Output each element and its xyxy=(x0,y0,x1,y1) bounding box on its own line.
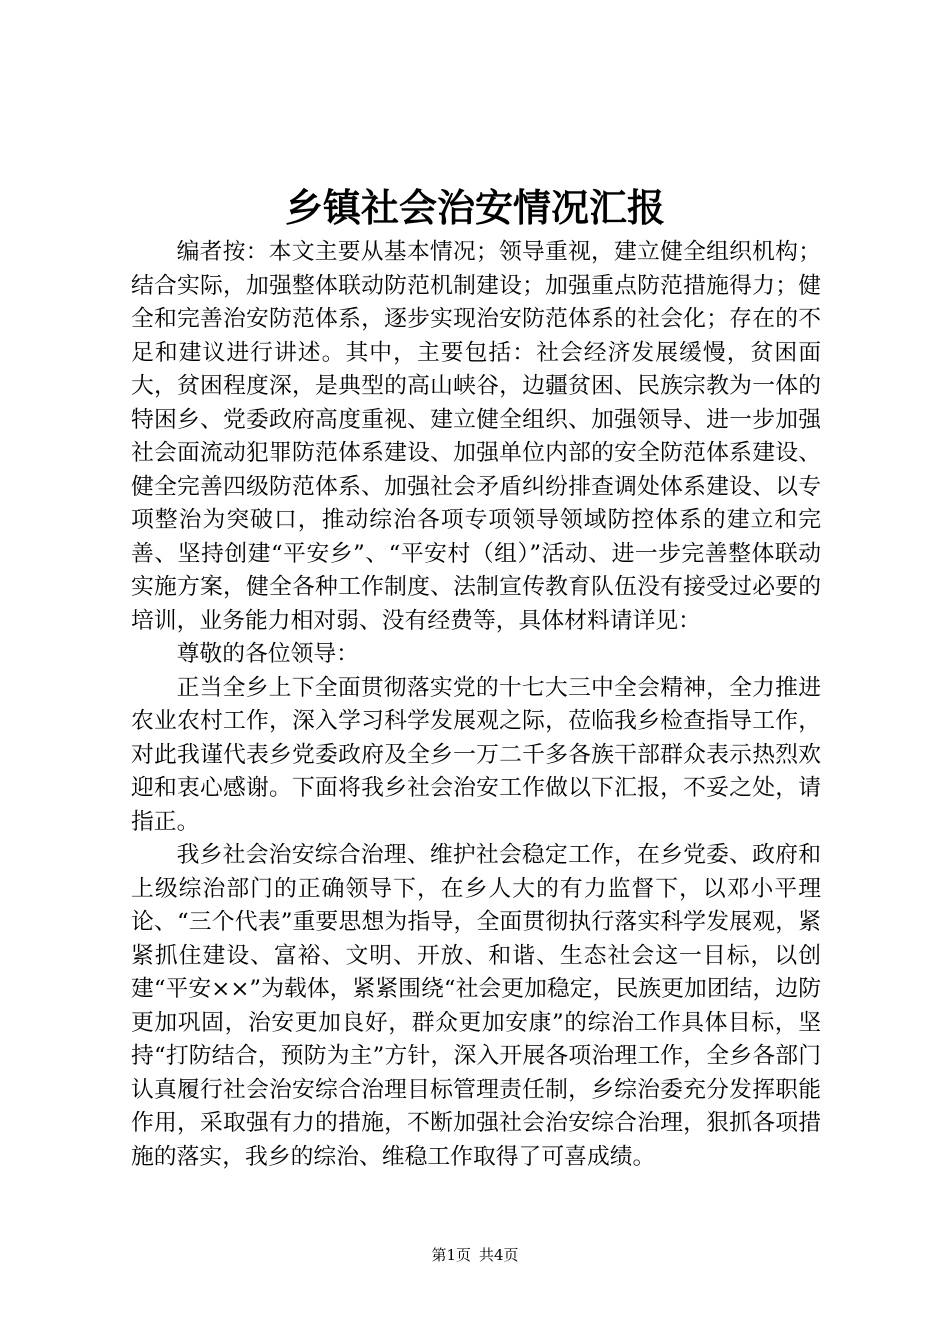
editor-note-paragraph: 编者按：本文主要从基本情况；领导重视，建立健全组织机构；结合实际，加强整体联动防范机制建设；加强重点防范措施得力；健全和完善治安防范体系，逐步实现治安防范体系的社会化；存在的不足和建议进行讲述。其中，主要包括：社会经济发展缓慢，贫困面大，贫困程度深，是典型的高山峡谷，边疆贫困、民族宗教为一体的特困乡、党委政府高度重视、建立健全组织、加强领导、进一步加强社会面流动犯罪防范体系建设、加强单位内部的安全防范体系建设、健全完善四级防范体系、加强社会矛盾纠纷排查调处体系建设、以专项整治为突破口，推动综治各项专项领导领域防控体系的建立和完善、坚持创建“平安乡”、“平安村（组）”活动、进一步完善整体联动实施方案，健全各种工作制度、法制宣传教育队伍没有接受过必要的培训，业务能力相对弱、没有经费等，具体材料请详见： xyxy=(131,239,821,634)
summary-paragraph: 我乡社会治安综合治理、维护社会稳定工作，在乡党委、政府和上级综治部门的正确领导下，在乡人大的有力监督下，以邓小平理论、“三个代表”重要思想为指导，全面贯彻执行落实科学发展观，紧紧抓住建设、富裕、文明、开放、和谐、生态社会这一目标，以创建“平安××”为载体，紧紧围绕“社会更加稳定，民族更加团结，边防更加巩固，治安更加良好，群众更加安康”的综治工作具体目标，坚持“打防结合，预防为主”方针，深入开展各项治理工作，全乡各部门认真履行社会治安综合治理目标管理责任制，乡综治委充分发挥职能作用，采取强有力的措施，不断加强社会治安综合治理，狠抓各项措施的落实，我乡的综治、维稳工作取得了可喜成绩。 xyxy=(131,842,821,1170)
opening-paragraph: 正当全乡上下全面贯彻落实党的十七大三中全会精神，全力推进农业农村工作，深入学习科学发展观之际，莅临我乡检查指导工作，对此我谨代表乡党委政府及全乡一万二千多各族干部群众表示热烈欢迎和衷心感谢。下面将我乡社会治安工作做以下汇报，不妥之处，请指正。 xyxy=(131,674,821,835)
document-body xyxy=(131,236,821,1174)
salutation-paragraph: 尊敬的各位领导： xyxy=(176,641,359,667)
page-number-total: 共4页 xyxy=(479,1246,519,1264)
page-number-current: 第1页 xyxy=(431,1246,471,1264)
page-footer xyxy=(0,1245,950,1265)
document-title: 乡镇社会治安情况汇报 xyxy=(284,186,665,230)
